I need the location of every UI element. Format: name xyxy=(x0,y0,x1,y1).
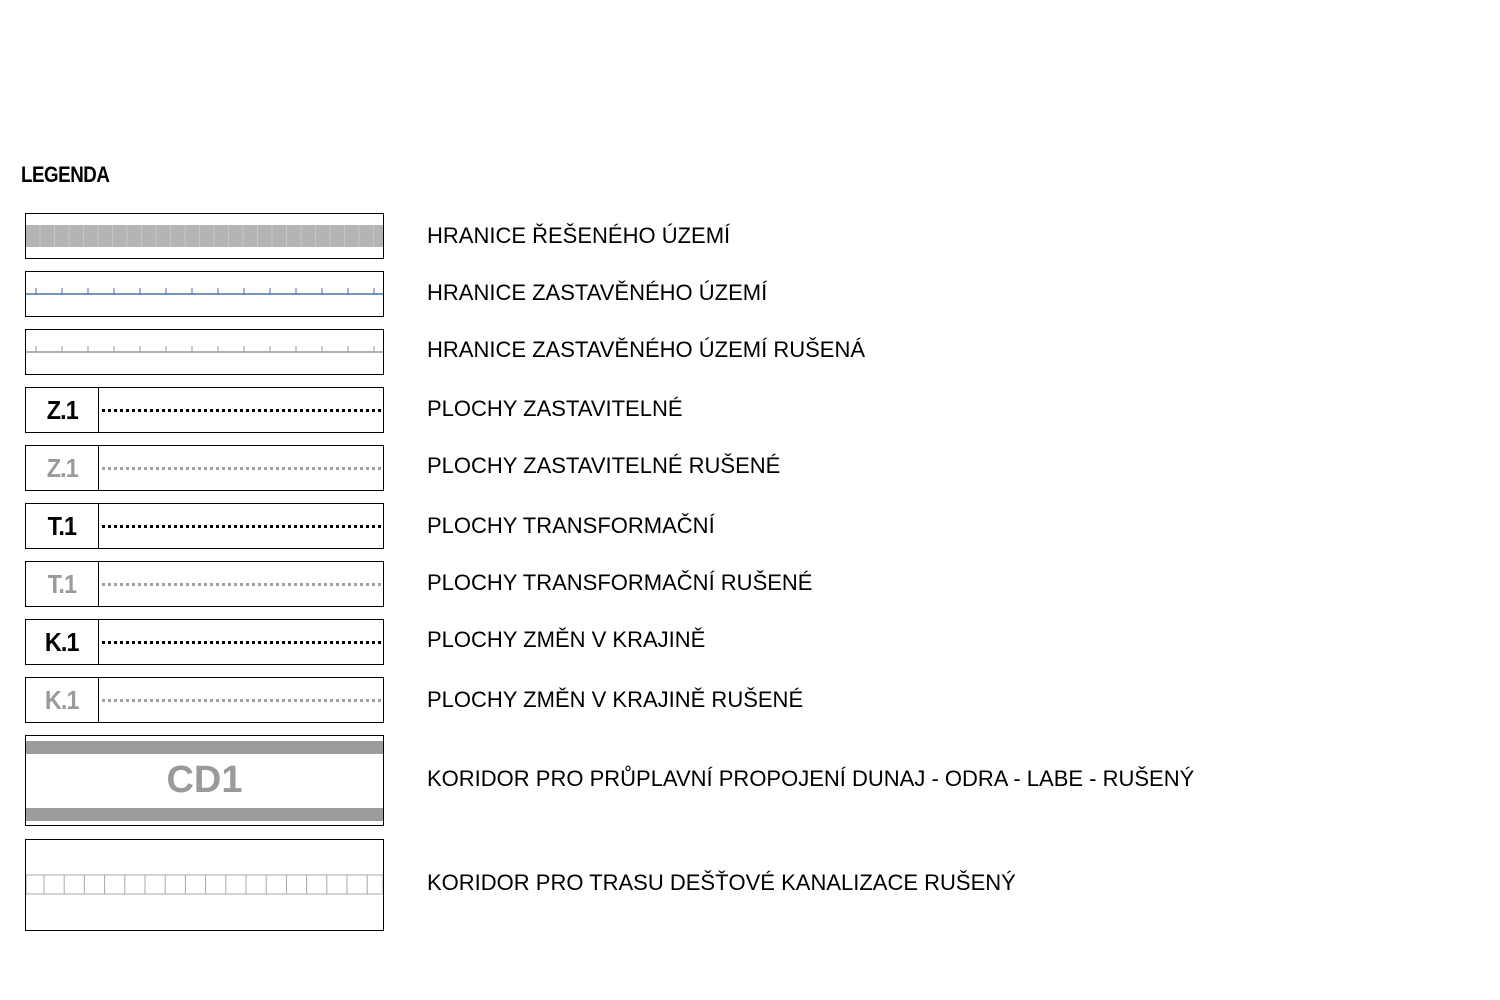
code-cell xyxy=(26,446,99,490)
label-landscape-change-areas: PLOCHY ZMĚN V KRAJINĚ xyxy=(427,627,706,652)
symbol-built-up-boundary xyxy=(25,271,384,317)
dotted-boundary xyxy=(102,641,381,644)
area-code: T.1 xyxy=(47,510,77,541)
dotted-boundary xyxy=(102,409,381,412)
label-rain-sewer-corridor-cancelled: KORIDOR PRO TRASU DEŠŤOVÉ KANALIZACE RUŠENÝ xyxy=(427,870,1016,895)
area-code: Z.1 xyxy=(46,394,78,425)
area-code: K.1 xyxy=(45,626,79,657)
corridor-code: CD1 xyxy=(166,759,243,801)
area-code: Z.1 xyxy=(46,452,78,483)
label-developable-areas-cancelled: PLOCHY ZASTAVITELNÉ RUŠENÉ xyxy=(427,453,781,478)
dotted-boundary xyxy=(102,583,381,586)
symbol-landscape-change-areas-cancelled xyxy=(25,677,384,723)
label-transformation-areas-cancelled: PLOCHY TRANSFORMAČNÍ RUŠENÉ xyxy=(427,570,813,595)
code-cell xyxy=(26,388,99,432)
legend-title: LEGENDA xyxy=(21,162,110,187)
symbol-developable-areas xyxy=(25,387,384,433)
area-code: K.1 xyxy=(45,684,79,715)
label-canal-corridor-cancelled: KORIDOR PRO PRŮPLAVNÍ PROPOJENÍ DUNAJ - ODRA - LABE - RUŠENÝ xyxy=(427,766,1195,791)
symbol-built-up-boundary-cancelled xyxy=(25,329,384,375)
symbol-landscape-change-areas xyxy=(25,619,384,665)
built-up-boundary-cancelled-pattern xyxy=(26,330,383,374)
label-developable-areas: PLOCHY ZASTAVITELNÉ xyxy=(427,396,683,421)
label-landscape-change-areas-cancelled: PLOCHY ZMĚN V KRAJINĚ RUŠENÉ xyxy=(427,687,804,712)
area-code: T.1 xyxy=(47,568,77,599)
dotted-boundary xyxy=(102,525,381,528)
dotted-boundary xyxy=(102,699,381,702)
symbol-transformation-areas xyxy=(25,503,384,549)
label-transformation-areas: PLOCHY TRANSFORMAČNÍ xyxy=(427,513,715,538)
solved-territory-boundary-pattern xyxy=(26,214,383,258)
built-up-boundary-pattern xyxy=(26,272,383,316)
label-built-up-boundary-cancelled: HRANICE ZASTAVĚNÉHO ÚZEMÍ RUŠENÁ xyxy=(427,337,866,362)
code-cell xyxy=(26,562,99,606)
label-built-up-boundary: HRANICE ZASTAVĚNÉHO ÚZEMÍ xyxy=(427,280,768,305)
symbol-rain-sewer-corridor-cancelled xyxy=(25,839,384,931)
rain-sewer-corridor-pattern xyxy=(26,840,383,930)
code-cell xyxy=(26,504,99,548)
symbol-transformation-areas-cancelled xyxy=(25,561,384,607)
dotted-boundary xyxy=(102,467,381,470)
symbol-canal-corridor-cancelled xyxy=(25,735,384,826)
code-cell xyxy=(26,678,99,722)
code-cell xyxy=(26,620,99,664)
label-solved-territory-boundary: HRANICE ŘEŠENÉHO ÚZEMÍ xyxy=(427,223,731,248)
symbol-developable-areas-cancelled xyxy=(25,445,384,491)
symbol-solved-territory-boundary xyxy=(25,213,384,259)
